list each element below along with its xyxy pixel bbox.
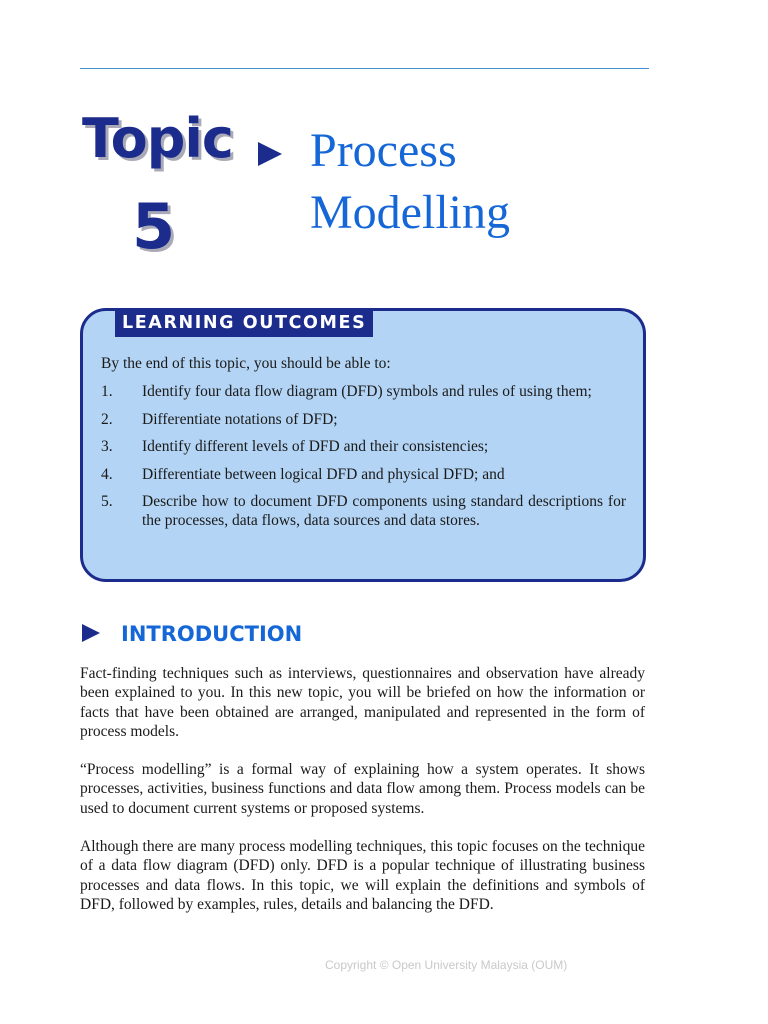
page-title xyxy=(310,120,640,244)
title-line-1: Process xyxy=(310,124,457,177)
list-item-text: Identify four data flow diagram (DFD) symbols and rules of using them; xyxy=(142,383,592,400)
paragraph: “Process modelling” is a formal way of explaining how a system operates. It shows processes, activities, business functions and data flow among them. Process models can be used to document current systems or proposed systems. xyxy=(80,761,645,817)
list-item xyxy=(101,382,626,401)
learning-outcomes-label: LEARNING OUTCOMES xyxy=(115,310,373,337)
introduction-body xyxy=(80,664,645,933)
list-item-number: 2. xyxy=(101,410,113,428)
copyright-footer: Copyright © Open University Malaysia (OUM) xyxy=(325,958,568,972)
learning-outcomes-list xyxy=(101,382,626,539)
section-arrow-icon xyxy=(82,624,100,642)
section-heading: INTRODUCTION xyxy=(121,622,303,646)
title-line-2: Modelling xyxy=(310,186,510,239)
learning-outcomes-intro: By the end of this topic, you should be able to: xyxy=(101,355,391,372)
paragraph: Fact-finding techniques such as interviews, questionnaires and observation have already been explained to you. In this new topic, you will be briefed on how the information or facts that have been obtained are arranged, manipulated and represented in the form of process models. xyxy=(80,665,645,740)
list-item xyxy=(101,437,626,456)
header-rule xyxy=(80,68,649,69)
list-item-text: Describe how to document DFD components using standard descriptions for the processes, data flows, data sources and data stores. xyxy=(142,493,626,529)
paragraph: Although there are many process modelling techniques, this topic focuses on the technique of a data flow diagram (DFD) only. DFD is a popular technique of illustrating business processes and data flows. In this topic, we will explain the definitions and symbols of DFD, followed by examples, rules, details and balancing the DFD. xyxy=(80,838,645,913)
list-item-number: 3. xyxy=(101,438,113,455)
title-arrow-icon xyxy=(258,142,282,166)
list-item-number: 1. xyxy=(101,383,113,400)
list-item-text: Identify different levels of DFD and their consistencies; xyxy=(142,438,489,455)
topic-number: 5 xyxy=(132,190,176,263)
topic-label: Topic xyxy=(82,107,233,170)
list-item-number: 4. xyxy=(101,465,113,483)
list-item-text: Differentiate notations of DFD; xyxy=(142,410,338,428)
list-item xyxy=(101,410,626,429)
list-item-number: 5. xyxy=(101,493,113,510)
list-item-text: Differentiate between logical DFD and physical DFD; and xyxy=(142,465,505,483)
list-item xyxy=(101,465,626,484)
list-item xyxy=(101,492,626,530)
